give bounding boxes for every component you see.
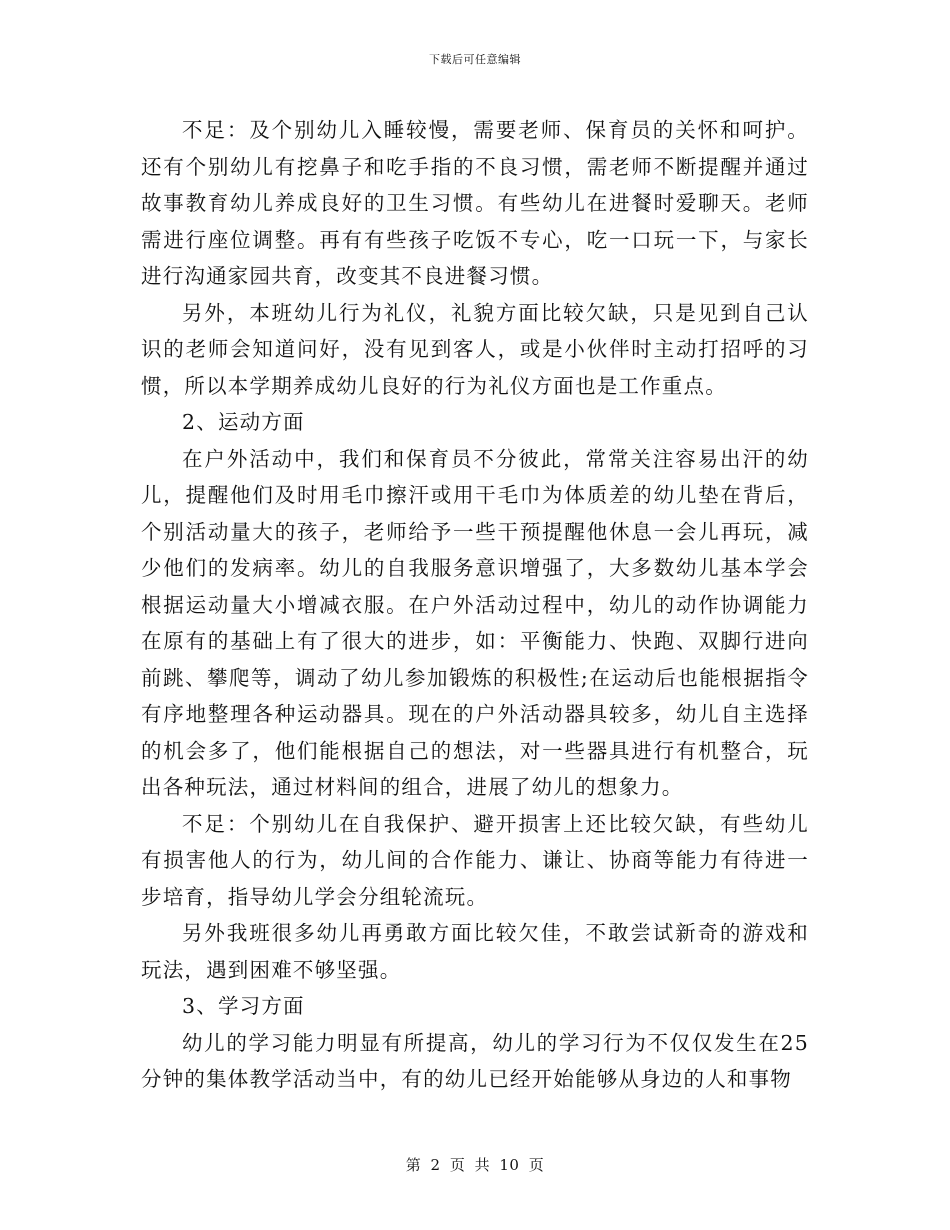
paragraph-learning-ability: 幼儿的学习能力明显有所提高，幼儿的学习行为不仅仅发生在25分钟的集体教学活动当中，有的幼儿已经开始能够从身边的人和事物 [141, 1030, 809, 1091]
paragraph-outdoor-activities: 在户外活动中，我们和保育员不分彼此，常常关注容易出汗的幼儿，提醒他们及时用毛巾擦汗或用干毛巾为体质差的幼儿垫在背后，个别活动量大的孩子，老师给予一些干预提醒他休息一会儿再玩，减少他们的发病率。幼儿的自我服务意识增强了，大多数幼儿基本学会根据运动量大小增减衣服。在户外活动过程中，幼儿的动作协调能力在原有的基础上有了很大的进步，如：平衡能力、快跑、双脚行进向前跳、攀爬等，调动了幼儿参加锻炼的积极性;在运动后也能根据指令有序地整理各种运动器具。现在的户外活动器具较多，幼儿自主选择的机会多了，他们能根据自己的想法，对一些器具进行有机整合，玩出各种玩法，通过材料间的组合，进展了幼儿的想象力。 [141, 446, 809, 799]
paragraph-etiquette: 另外，本班幼儿行为礼仪，礼貌方面比较欠缺，只是见到自己认识的老师会知道问好，没有见到客人，或是小伙伴时主动打招呼的习惯，所以本学期养成幼儿良好的行为礼仪方面也是工作重点。 [141, 300, 809, 398]
paragraph-sports-deficiency: 不足：个别幼儿在自我保护、避开损害上还比较欠缺，有些幼儿有损害他人的行为，幼儿间的合作能力、谦让、协商等能力有待进一步培育，指导幼儿学会分组轮流玩。 [141, 811, 809, 909]
section-heading-learning: 3、学习方面 [182, 994, 305, 1018]
page-number: 第 2 页 共 10 页 [405, 1156, 545, 1174]
document-body [141, 112, 809, 1098]
paragraph-sleep-deficiency: 不足：及个别幼儿入睡较慢，需要老师、保育员的关怀和呵护。还有个别幼儿有挖鼻子和吃手指的不良习惯，需老师不断提醒并通过故事教育幼儿养成良好的卫生习惯。有些幼儿在进餐时爱聊天。老师需进行座位调整。再有有些孩子吃饭不专心，吃一口玩一下，与家长进行沟通家园共育，改变其不良进餐习惯。 [141, 118, 809, 288]
page-header-note: 下载后可任意编辑 [429, 53, 521, 66]
section-heading-sports: 2、运动方面 [182, 410, 305, 434]
paragraph-courage: 另外我班很多幼儿再勇敢方面比较欠佳，不敢尝试新奇的游戏和玩法，遇到困难不够坚强。 [141, 921, 809, 982]
